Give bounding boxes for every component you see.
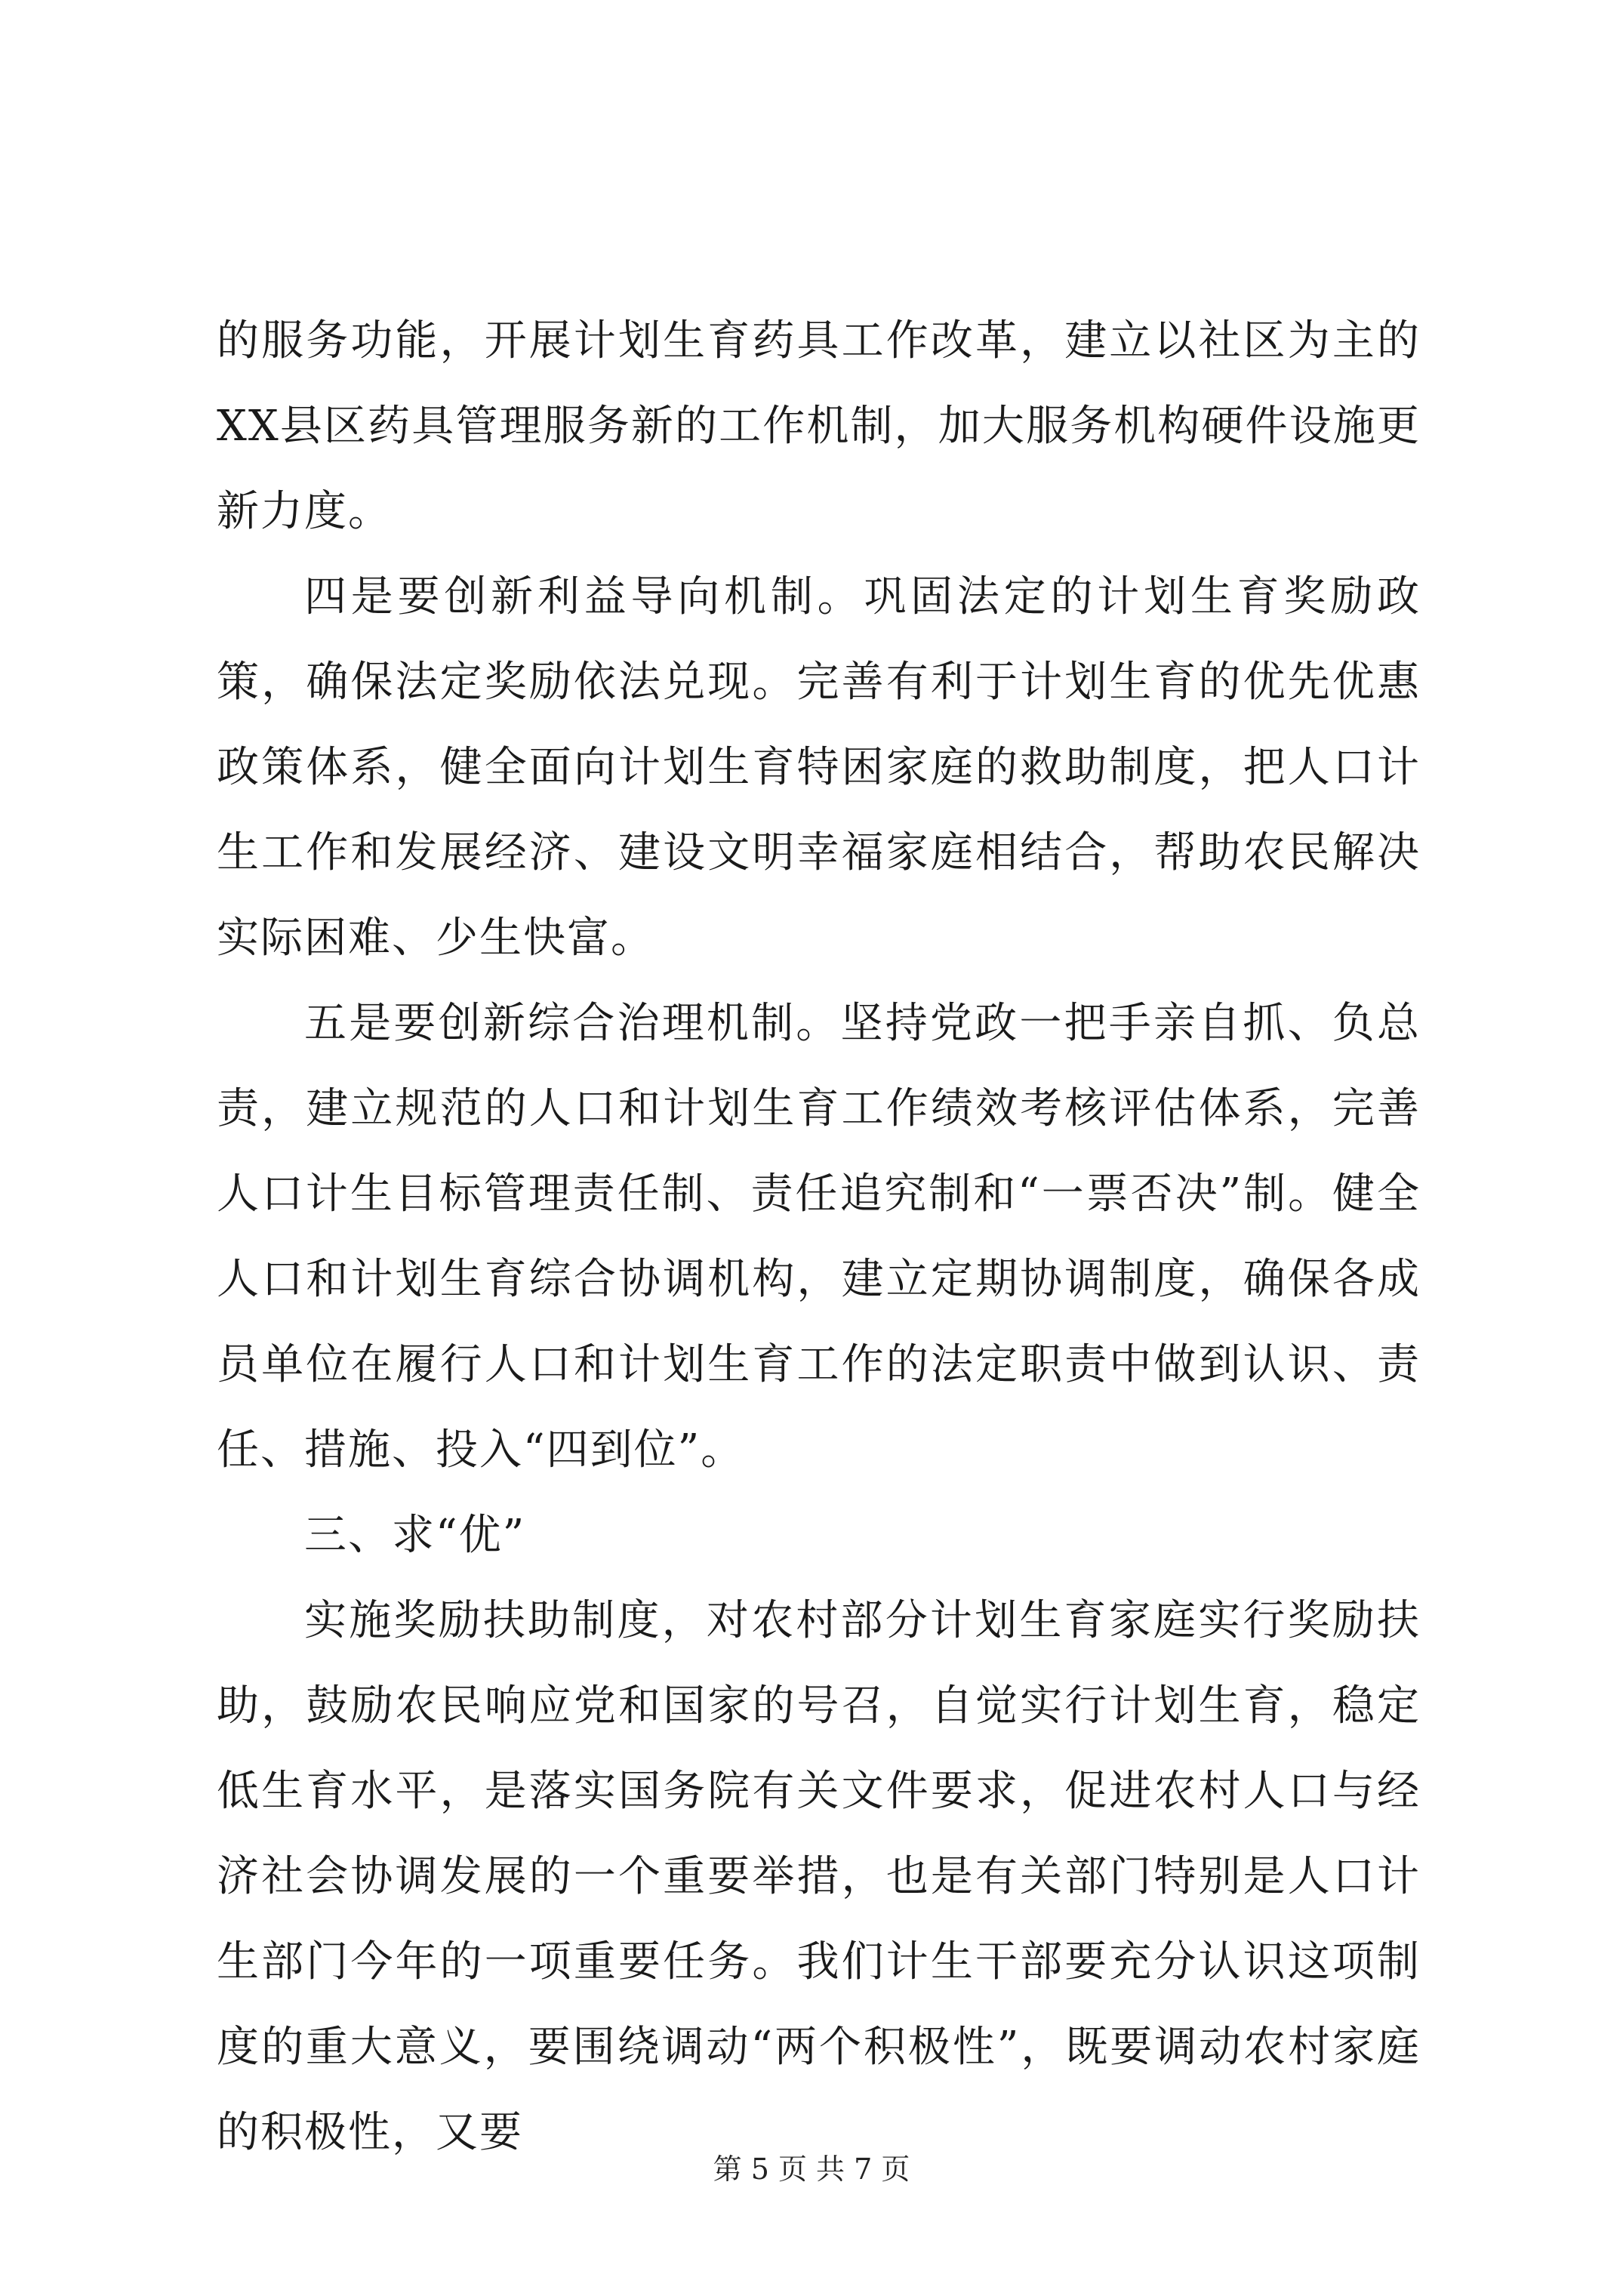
document-body [217, 298, 1421, 2175]
paragraph-point-five: 五是要创新综合治理机制。坚持党政一把手亲自抓、负总责，建立规范的人口和计划生育工作绩效考核评估体系，完善人口计生目标管理责任制、责任追究制和“一票否决”制。健全人口和计划生育综合协调机构，建立定期协调制度，确保各成员单位在履行人口和计划生育工作的法定职责中做到认识、责任、措施、投入“四到位”。 [217, 999, 1421, 1475]
paragraph-point-four: 四是要创新利益导向机制。巩固法定的计划生育奖励政策，确保法定奖励依法兑现。完善有利于计划生育的优先优惠政策体系，健全面向计划生育特困家庭的救助制度，把人口计生工作和发展经济、建设文明幸福家庭相结合，帮助农民解决实际困难、少生快富。 [217, 572, 1421, 963]
paragraph-continuation: 的服务功能，开展计划生育药具工作改革，建立以社区为主的XX县区药具管理服务新的工作机制，加大服务机构硬件设施更新力度。 [217, 316, 1421, 536]
section-heading-three: 三、求“优” [304, 1511, 526, 1560]
page-footer: 第 5 页 共 7 页 [713, 2153, 910, 2186]
paragraph-reward-system: 实施奖励扶助制度，对农村部分计划生育家庭实行奖励扶助，鼓励农民响应党和国家的号召，自觉实行计划生育，稳定低生育水平，是落实国务院有关文件要求，促进农村人口与经济社会协调发展的一个重要举措，也是有关部门特别是人口计生部门今年的一项重要任务。我们计生干部要充分认识这项制度的重大意义，要围绕调动“两个积极性”，既要调动农村家庭的积极性，又要 [217, 1596, 1421, 2157]
